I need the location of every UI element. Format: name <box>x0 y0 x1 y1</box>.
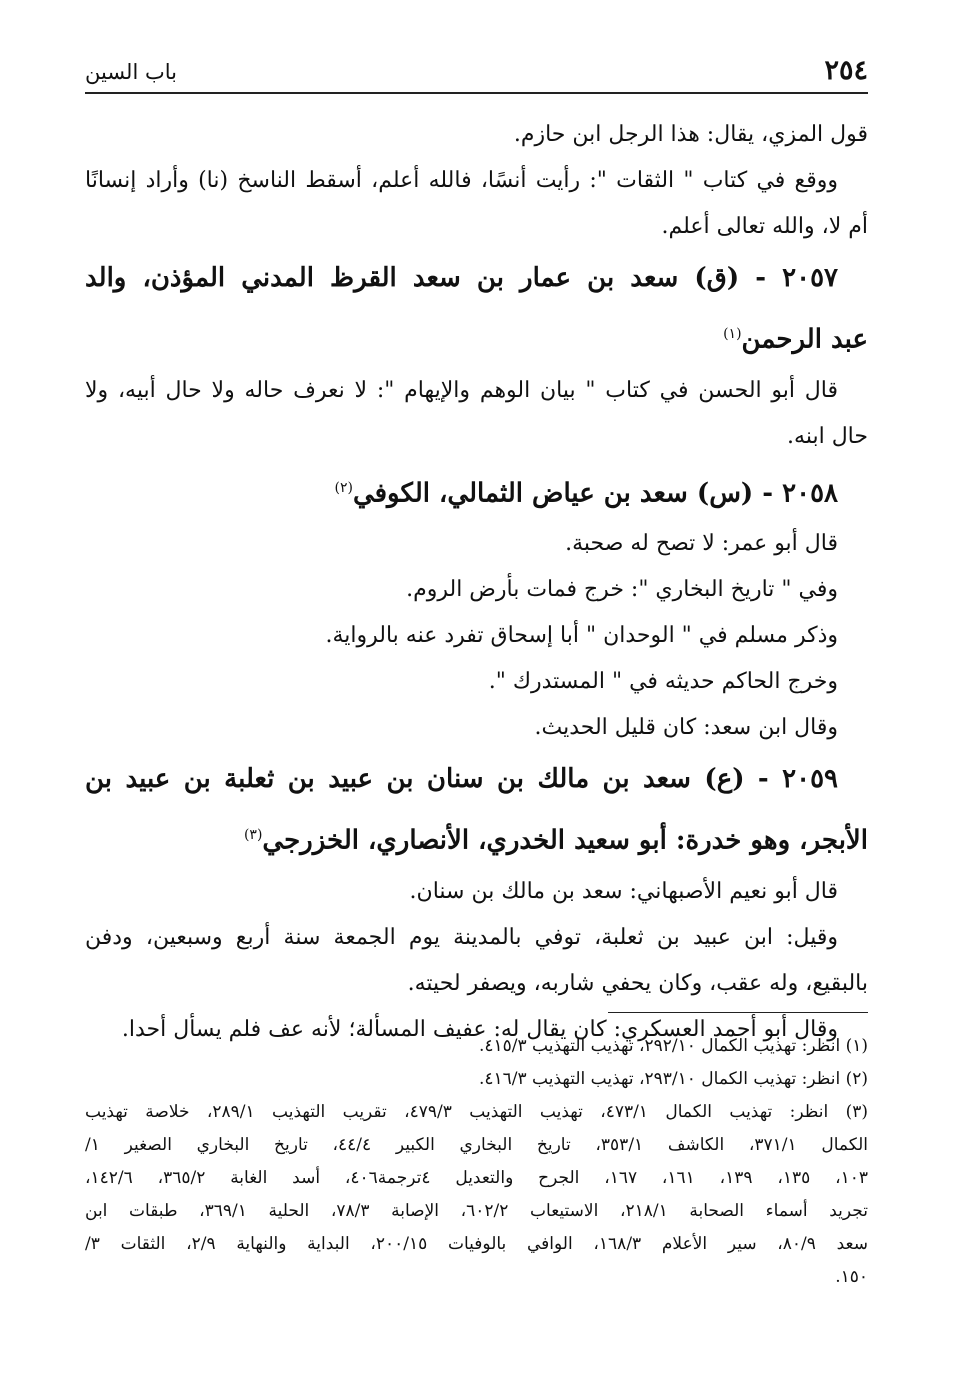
entry-heading <box>85 807 868 869</box>
footnote-line: ١٥٠. <box>835 1267 868 1287</box>
text-line-content: وخرج الحاكم حديثه في " المستدرك ". <box>488 669 838 695</box>
text-line <box>85 414 868 460</box>
entry-heading-text: ٢٠٥٧ - (ق) سعد بن عمار بن سعد القرظ المدني المؤذن، والد <box>85 263 838 293</box>
text-line <box>85 613 868 659</box>
text-line <box>85 961 868 1007</box>
text-line-content: حال ابنه. <box>787 423 868 449</box>
entry-heading <box>85 751 868 807</box>
footnote-line: (١) انظر: تهذيب الكمال ٢٩٢/١٠، تهذيب التهذيب ٤١٥/٣. <box>478 1036 868 1056</box>
main-text <box>85 112 868 1053</box>
text-line-content: وفي " تاريخ البخاري ": خرج فمات بأرض الروم. <box>406 577 838 603</box>
text-line-content: قال أبو عمر: لا تصح له صحبة. <box>565 531 838 557</box>
text-line <box>85 915 868 961</box>
footnote-separator <box>608 1012 868 1013</box>
footnotes <box>85 1030 868 1294</box>
text-line-content: بالبقيع، وله عقب، وكان يحفي شاربه، ويصفر لحيته. <box>407 970 868 996</box>
footnote-ref: (٢) <box>334 479 353 496</box>
text-line-content: قال أبو نعيم الأصبهاني: سعد بن مالك بن سنان. <box>409 878 838 904</box>
footnote-line: (٢) انظر: تهذيب الكمال ٢٩٣/١٠، تهذيب التهذيب ٤١٦/٣. <box>478 1069 868 1089</box>
page-number: ٢٥٤ <box>824 55 868 86</box>
text-line <box>85 204 868 250</box>
text-line-content: وقيل: ابن عبيد بن ثعلبة، توفي بالمدينة يوم الجمعة سنة أربع وسبعين، ودفن <box>85 924 838 950</box>
entry-heading <box>85 460 868 522</box>
entry-heading-text: ٢٠٥٩ - (ع) سعد بن مالك بن سنان بن عبيد بن ثعلبة بن عبيد بن <box>85 764 838 795</box>
text-line <box>85 567 868 613</box>
entry-heading <box>85 306 868 368</box>
footnote-line: الكمال ٣٧١/١، الكاشف ٣٥٣/١، تاريخ البخاري الكبير ٤٤/٤، تاريخ البخاري الصغير ١/ <box>85 1135 869 1155</box>
text-line <box>85 158 868 204</box>
text-line-content: وذكر مسلم في " الوحدان " أبا إسحاق تفرد عنه بالرواية. <box>325 623 838 649</box>
footnote-line: ١٠٣، ١٣٥، ١٣٩، ١٦١، ١٦٧، الجرح والتعديل ٤ترجمة٤٠٦، أسد الغابة ٣٦٥/٢، ١٤٢/٦، <box>85 1168 869 1188</box>
chapter-title: باب السين <box>85 60 177 84</box>
text-line <box>85 869 868 915</box>
entry-heading <box>85 250 868 306</box>
text-line-content: أم لا، والله تعالى أعلم. <box>661 214 868 239</box>
text-line-content: وقال ابن سعد: كان قليل الحديث. <box>534 715 838 741</box>
page-header <box>85 46 868 94</box>
text-line-content: قال أبو الحسن في كتاب " بيان الوهم والإيهام ": لا نعرف حاله ولا حال أبيه، ولا <box>85 377 838 403</box>
entry-heading-text: ٢٠٥٨ - (س) سعد بن عياض الثمالي، الكوفي <box>352 478 838 509</box>
entry-heading-text: الأبجر، وهو خدرة: أبو سعيد الخدري، الأنصاري، الخزرجي <box>262 825 868 856</box>
text-line <box>85 112 868 158</box>
text-line-content: وقال أبو أحمد العسكري: كان يقال له: عفيف المسألة؛ لأنه عف فلم يسأل أحدا. <box>121 1016 838 1042</box>
text-line <box>85 705 868 751</box>
entry-heading-text: عبد الرحمن <box>741 324 868 355</box>
text-line-content: قول المزي، يقال: هذا الرجل ابن حازم. <box>513 122 868 147</box>
text-line <box>85 368 868 414</box>
footnote-line: تجريد أسماء الصحابة ٢١٨/١، الاستيعاب ٦٠٢/٢، الإصابة ٧٨/٣، الحلية ٣٦٩/١، طبقات ابن <box>85 1201 868 1221</box>
footnote-line: سعد ٨٠/٩، سير الأعلام ١٦٨/٣، الوافي بالوفيات ٢٠٠/١٥، البداية والنهاية ٢/٩، الثقات ٣/ <box>85 1234 869 1254</box>
footnote-ref: (٣) <box>243 827 263 844</box>
text-line <box>85 659 868 705</box>
footnote-line: (٣) انظر: تهذيب الكمال ٤٧٣/١، تهذيب التهذيب ٤٧٩/٣، تقريب التهذيب ٢٨٩/١، خلاصة تهذيب <box>85 1102 868 1122</box>
footnote-ref: (١) <box>723 326 742 342</box>
text-line-content: ووقع في كتاب " الثقات ": رأيت أنسًا، فالله أعلم، أسقط الناسخ (نا) وأراد إنسانًا <box>85 168 838 193</box>
text-line <box>85 521 868 567</box>
